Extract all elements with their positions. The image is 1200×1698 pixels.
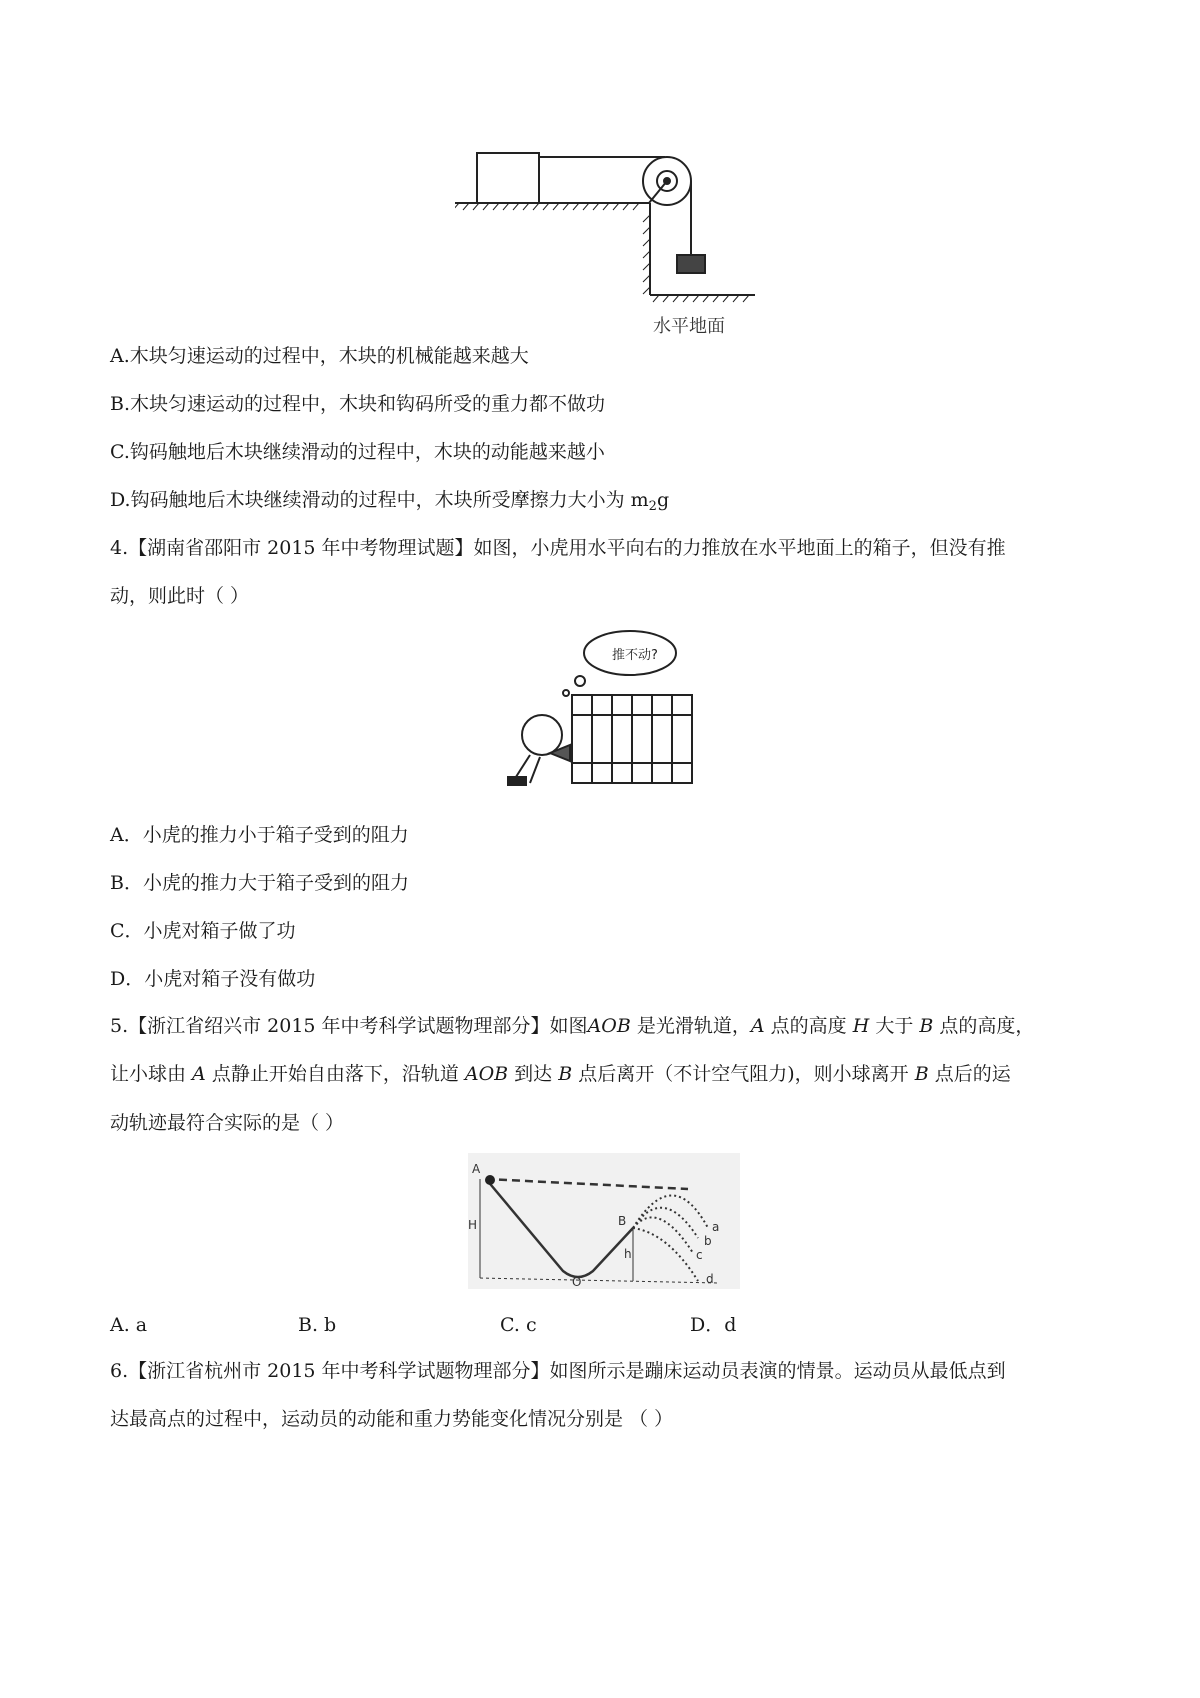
q4-option-d: D．小虎对箱子没有做功	[110, 968, 316, 990]
q3-option-c: C.钩码触地后木块继续滑动的过程中，木块的动能越来越小	[110, 441, 605, 463]
math-a: A	[750, 1015, 765, 1037]
math-b: B	[558, 1063, 573, 1085]
q4-option-c: C．小虎对箱子做了功	[110, 920, 296, 942]
q5-stem-line3: 动轨迹最符合实际的是（ ）	[110, 1112, 345, 1134]
pushing-box-cartoon	[500, 625, 705, 790]
q4-option-a: A．小虎的推力小于箱子受到的阻力	[110, 824, 409, 846]
q3-option-b: B.木块匀速运动的过程中，木块和钩码所受的重力都不做功	[110, 393, 606, 415]
label-curve-a: a	[712, 1220, 720, 1234]
label-h-big: H	[468, 1218, 478, 1232]
q5-option-b: B. b	[298, 1314, 337, 1336]
ground-label: 水平地面	[653, 316, 725, 337]
text-run: 大于	[869, 1015, 920, 1037]
q4-stem-line1: 4.【湖南省邵阳市 2015 年中考物理试题】如图，小虎用水平向右的力推放在水平地面上的箱子，但没有推	[110, 537, 1006, 559]
text-run: 让小球由	[110, 1063, 193, 1085]
math-aob: AOB	[587, 1015, 631, 1037]
label-b-point: B	[618, 1214, 627, 1228]
math-a: A	[192, 1063, 206, 1085]
math-aob: AOB	[464, 1063, 509, 1085]
q3-option-d-suffix: g	[656, 489, 670, 511]
q5-option-d: D．d	[690, 1314, 737, 1336]
label-o-point: O	[572, 1275, 582, 1289]
text-run: 是光滑轨道，	[630, 1015, 751, 1037]
q3-option-a: A.木块匀速运动的过程中，木块的机械能越来越大	[110, 345, 529, 367]
q4-stem-line2: 动，则此时（ ）	[110, 585, 250, 607]
track-diagram	[468, 1153, 740, 1289]
bubble-text: 推不动?	[612, 648, 658, 663]
wooden-block	[477, 153, 539, 203]
label-h-small: h	[624, 1247, 632, 1261]
text-run: 点的高度	[764, 1015, 853, 1037]
q6-stem-line1: 6.【浙江省杭州市 2015 年中考科学试题物理部分】如图所示是蹦床运动员表演的情景。运动员从最低点到	[110, 1360, 1006, 1382]
q5-option-c: C. c	[500, 1314, 537, 1336]
hanging-weight	[677, 255, 705, 273]
text-run: 点后的运	[928, 1063, 1011, 1085]
label-a-point: A	[472, 1162, 481, 1176]
label-curve-b: b	[704, 1234, 712, 1248]
text-run: 点静止开始自由落下，沿轨道	[205, 1063, 465, 1085]
q4-option-b: B．小虎的推力大于箱子受到的阻力	[110, 872, 409, 894]
q5-stem-line1	[110, 1013, 1034, 1039]
q5-option-a: A. a	[110, 1314, 148, 1336]
q3-option-d	[110, 487, 669, 520]
pulley-diagram	[455, 145, 765, 335]
q6-stem-line2: 达最高点的过程中，运动员的动能和重力势能变化情况分别是 （ ）	[110, 1408, 674, 1430]
math-h: H	[852, 1015, 870, 1037]
math-b: B	[914, 1063, 929, 1085]
math-b: B	[919, 1015, 934, 1037]
q3-option-d-text: D.钩码触地后木块继续滑动的过程中，木块所受摩擦力大小为 m	[110, 489, 649, 511]
text-run: 点的高度，	[933, 1015, 1035, 1037]
label-curve-d: d	[706, 1272, 714, 1286]
text-run: 点后离开（不计空气阻力)，则小球离开	[572, 1063, 915, 1085]
q3-option-d-subscript: 2	[648, 499, 657, 514]
label-curve-c: c	[696, 1248, 703, 1262]
text-run: 5.【浙江省绍兴市 2015 年中考科学试题物理部分】如图	[110, 1015, 588, 1037]
boy-head	[522, 715, 562, 755]
q5-stem-line2	[110, 1061, 1011, 1087]
text-run: 到达	[508, 1063, 559, 1085]
